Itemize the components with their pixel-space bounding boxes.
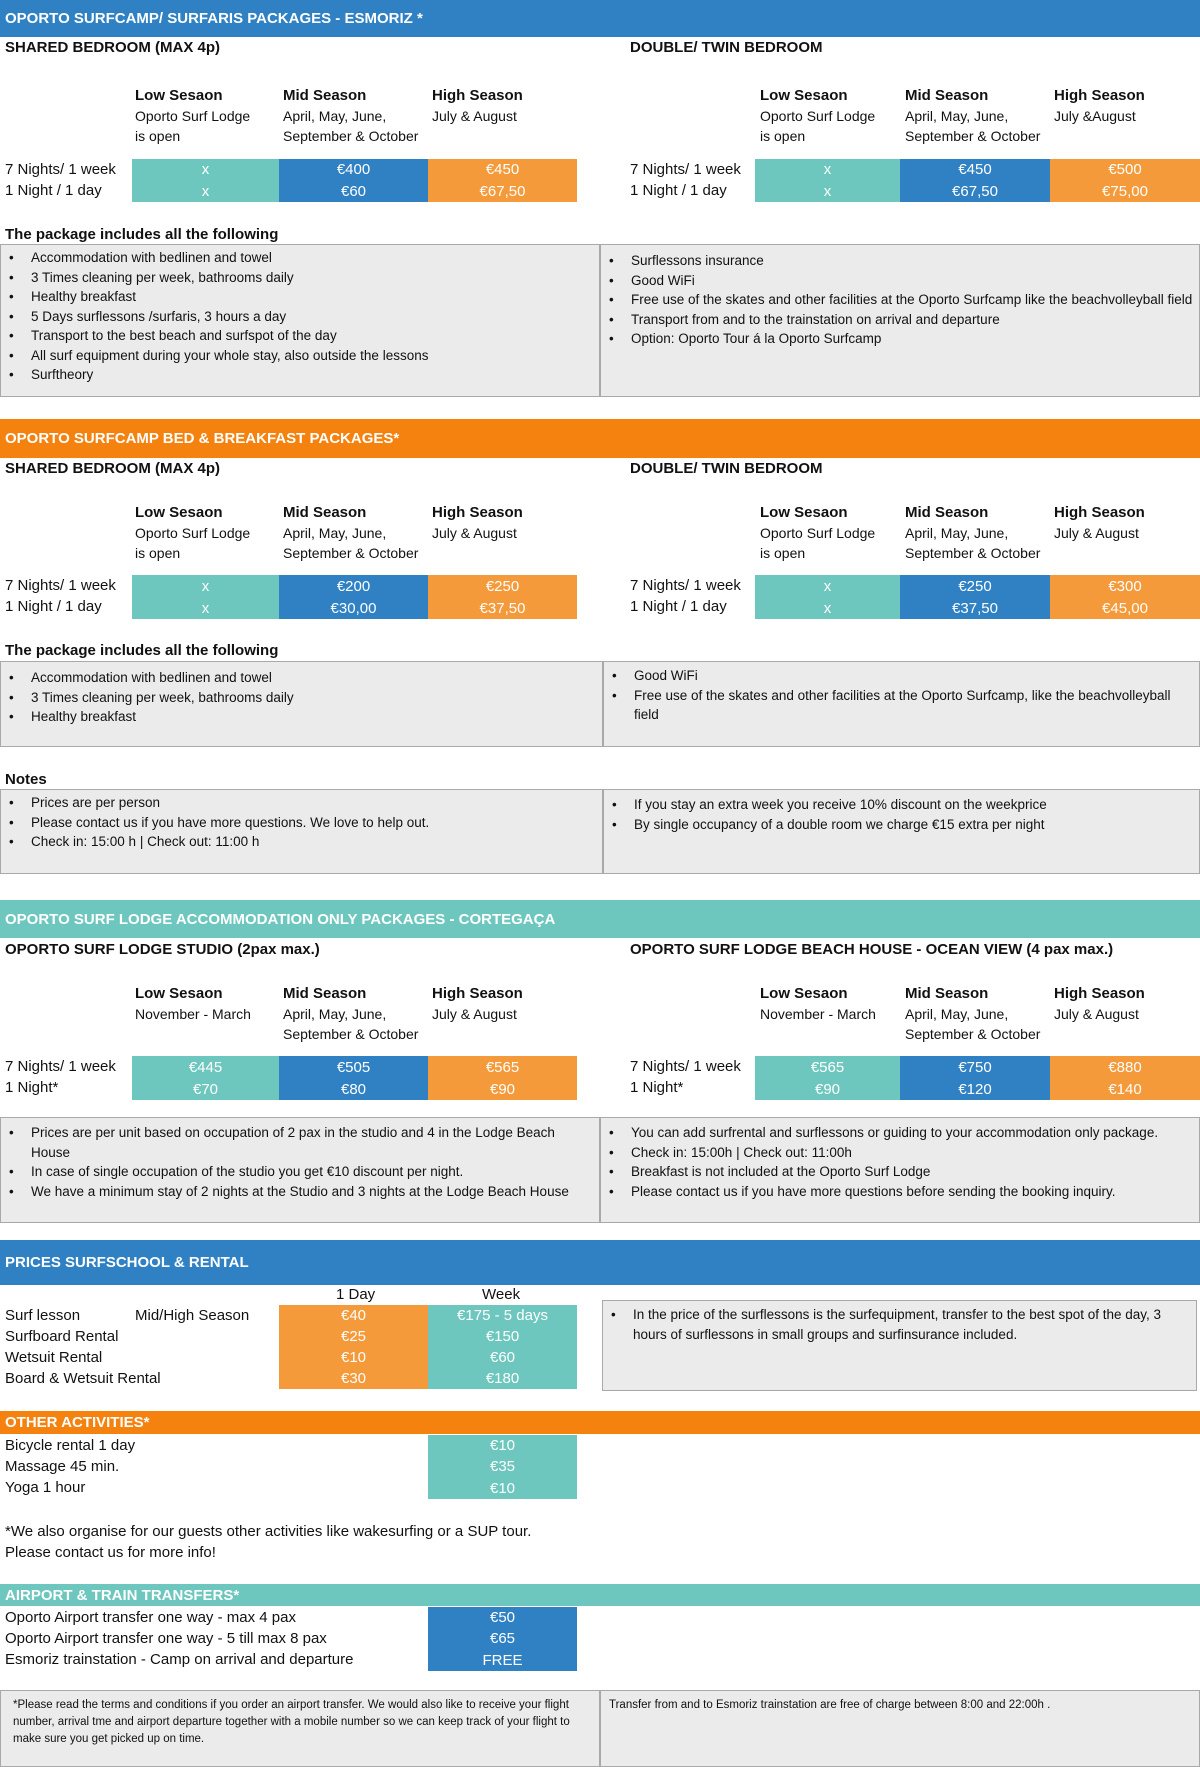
s6-left-note: *Please read the terms and conditions if you order an airport transfer. We would also like to receive your flight number, arrival tme and airport departure together with a mobile number so we can keep track of your flight to make sure you get picked up on time. [13, 1699, 570, 1745]
s3-right-high-prices: €880 €140 [1050, 1056, 1200, 1100]
s2-includes-right-box [603, 661, 1200, 747]
s6-prices: €50 €65 FREE [428, 1607, 577, 1671]
s2-right-low-prices: x x [755, 575, 900, 619]
s1-includes-title: The package includes all the following [5, 226, 279, 243]
s1-left-low-prices: x x [132, 159, 279, 202]
notes-left-list [7, 793, 596, 852]
s1-left-mid-header: Mid Season April, May, June, September & October [283, 87, 419, 144]
list-item: • 5 Days surflessons /surfaris, 3 hours a day [7, 307, 593, 327]
s6-row-labels: Oporto Airport transfer one way - max 4 pax Oporto Airport transfer one way - 5 till max 8 pax Esmoriz trainstation - Camp on arrival and departure [5, 1609, 354, 1668]
s2-includes-title: The package includes all the following [5, 642, 279, 659]
s3-right-mid-prices: €750 €120 [900, 1056, 1050, 1100]
s3-info-left-box [0, 1117, 600, 1223]
list-item: • Surftheory [7, 365, 593, 385]
list-item: • Option: Oporto Tour á la Oporto Surfcamp [607, 329, 1193, 349]
section-surfschool-header: PRICES SURFSCHOOL & RENTAL [0, 1240, 1200, 1285]
s1-right-low-prices: x x [755, 159, 900, 202]
list-item: • Check in: 15:00h | Check out: 11:00h [607, 1143, 1193, 1163]
s2-left-high-prices: €250 €37,50 [428, 575, 577, 619]
s4-col-day-header: 1 Day [336, 1286, 376, 1303]
list-item: • Surflessons insurance [607, 251, 1193, 271]
s1-includes-right-box [600, 244, 1200, 397]
s4-row-note: Mid/High Season [135, 1307, 250, 1324]
s3-right-low-header: Low Sesaon November - March [760, 985, 876, 1022]
list-item: • Good WiFi [610, 666, 1193, 686]
s1-includes-right-list [607, 251, 1193, 349]
s1-right-high-prices: €500 €75,00 [1050, 159, 1200, 202]
s3-right-row-labels: 7 Nights/ 1 week 1 Night* [630, 1058, 741, 1096]
list-item: • By single occupancy of a double room we charge €15 extra per night [610, 815, 1193, 835]
s5-row-labels: Bicycle rental 1 day Massage 45 min. Yoga 1 hour [5, 1437, 136, 1496]
s3-left-mid-header: Mid Season April, May, June, September & October [283, 985, 419, 1042]
s2-left-low-header: Low Sesaon Oporto Surf Lodge is open [135, 504, 251, 561]
list-item: • 3 Times cleaning per week, bathrooms daily [7, 268, 593, 288]
s4-row-labels: Surf lesson Surfboard Rental Wetsuit Rental Board & Wetsuit Rental [5, 1307, 161, 1387]
s2-right-row-labels: 7 Nights/ 1 week 1 Night / 1 day [630, 577, 741, 615]
s1-left-row-labels: 7 Nights/ 1 week 1 Night / 1 day [5, 161, 116, 199]
s3-right-low-prices: €565 €90 [755, 1056, 900, 1100]
s3-left-row-labels: 7 Nights/ 1 week 1 Night* [5, 1058, 116, 1096]
list-item: • Prices are per person [7, 793, 596, 813]
s2-left-low-prices: x x [132, 575, 279, 619]
s1-right-subtitle: DOUBLE/ TWIN BEDROOM [630, 39, 823, 56]
s1-includes-left-list [7, 248, 593, 385]
s1-left-low-header: Low Sesaon Oporto Surf Lodge is open [135, 87, 251, 144]
s3-right-mid-header: Mid Season April, May, June, September & October [905, 985, 1041, 1042]
list-item: • Please contact us if you have more questions before sending the booking inquiry. [607, 1182, 1193, 1202]
s5-notes: *We also organise for our guests other activities like wakesurfing or a SUP tour. Please contact us for more info! [5, 1523, 532, 1561]
s2-right-low-header: Low Sesaon Oporto Surf Lodge is open [760, 504, 876, 561]
list-item: • Healthy breakfast [7, 707, 596, 727]
notes-right-box [603, 789, 1200, 874]
s2-left-row-labels: 7 Nights/ 1 week 1 Night / 1 day [5, 577, 116, 615]
s3-info-left-list [7, 1123, 593, 1201]
list-item: • Accommodation with bedlinen and towel [7, 248, 593, 268]
s1-right-mid-header: Mid Season April, May, June, September & October [905, 87, 1041, 144]
list-item: • All surf equipment during your whole stay, also outside the lessons [7, 346, 593, 366]
section-lodge-header: OPORTO SURF LODGE ACCOMMODATION ONLY PACKAGES - CORTEGAÇA [0, 900, 1200, 938]
s2-right-mid-header: Mid Season April, May, June, September & October [905, 504, 1041, 561]
s6-right-note-box [600, 1690, 1200, 1767]
s2-right-high-prices: €300 €45,00 [1050, 575, 1200, 619]
s1-right-mid-prices: €450 €67,50 [900, 159, 1050, 202]
s1-includes-left-box [0, 244, 600, 397]
s3-info-right-list [607, 1123, 1193, 1201]
s2-left-high-header: High Season July & August [432, 504, 523, 541]
s3-left-low-prices: €445 €70 [132, 1056, 279, 1100]
s2-right-high-header: High Season July & August [1054, 504, 1145, 541]
list-item: • Breakfast is not included at the Oporto Surf Lodge [607, 1162, 1193, 1182]
list-item: • Check in: 15:00 h | Check out: 11:00 h [7, 832, 596, 852]
list-item: • Accommodation with bedlinen and towel [7, 668, 596, 688]
s4-info-item: • In the price of the surflessons is the surfequipment, transfer to the best spot of the day, 3 hours of surflessons in small groups and surfinsurance included. [609, 1305, 1190, 1344]
s1-right-low-header: Low Sesaon Oporto Surf Lodge is open [760, 87, 876, 144]
s3-left-high-prices: €565 €90 [428, 1056, 577, 1100]
notes-left-box [0, 789, 603, 874]
list-item: • Good WiFi [607, 271, 1193, 291]
section-activities-header: OTHER ACTIVITIES* [0, 1411, 1200, 1434]
s2-left-mid-prices: €200 €30,00 [279, 575, 428, 619]
section-bnb-header: OPORTO SURFCAMP BED & BREAKFAST PACKAGES* [0, 419, 1200, 458]
s2-includes-left-box [0, 661, 603, 747]
s4-day-prices: €40 €25 €10 €30 [279, 1305, 428, 1389]
s1-left-mid-prices: €400 €60 [279, 159, 428, 202]
s6-right-note: Transfer from and to Esmoriz trainstation are free of charge between 8:00 and 22:00h . [609, 1699, 1051, 1711]
list-item: • If you stay an extra week you receive 10% discount on the weekprice [610, 795, 1193, 815]
s3-right-subtitle: OPORTO SURF LODGE BEACH HOUSE - OCEAN VIEW (4 pax max.) [630, 941, 1114, 958]
s1-left-subtitle: SHARED BEDROOM (MAX 4p) [5, 39, 221, 56]
list-item: • Transport to the best beach and surfspot of the day [7, 326, 593, 346]
s3-left-subtitle: OPORTO SURF LODGE STUDIO (2pax max.) [5, 941, 320, 958]
s1-left-high-prices: €450 €67,50 [428, 159, 577, 202]
s5-prices: €10 €35 €10 [428, 1435, 577, 1499]
list-item: • Healthy breakfast [7, 287, 593, 307]
s1-right-high-header: High Season July &August [1054, 87, 1145, 124]
s2-includes-left-list [7, 668, 596, 727]
list-item: • 3 Times cleaning per week, bathrooms daily [7, 688, 596, 708]
section-surfaris-header: OPORTO SURFCAMP/ SURFARIS PACKAGES - ESMORIZ * [0, 0, 1200, 37]
s2-includes-right-list [610, 666, 1193, 725]
s2-right-subtitle: DOUBLE/ TWIN BEDROOM [630, 460, 823, 477]
list-item: • Prices are per unit based on occupation of 2 pax in the studio and 4 in the Lodge Beach House [7, 1123, 593, 1162]
s4-week-prices: €175 - 5 days €150 €60 €180 [428, 1305, 577, 1389]
s2-left-mid-header: Mid Season April, May, June, September & October [283, 504, 419, 561]
s3-info-right-box [600, 1117, 1200, 1223]
list-item: • Transport from and to the trainstation on arrival and departure [607, 310, 1193, 330]
list-item: • We have a minimum stay of 2 nights at the Studio and 3 nights at the Lodge Beach House [7, 1182, 593, 1202]
s1-left-high-header: High Season July & August [432, 87, 523, 124]
s4-info-box [602, 1300, 1197, 1391]
s2-right-mid-prices: €250 €37,50 [900, 575, 1050, 619]
s2-left-subtitle: SHARED BEDROOM (MAX 4p) [5, 460, 221, 477]
list-item: • Free use of the skates and other facilities at the Oporto Surfcamp like the beachvolleyball field [607, 290, 1193, 310]
section-transfers-header: AIRPORT & TRAIN TRANSFERS* [0, 1584, 1200, 1606]
s3-left-low-header: Low Sesaon November - March [135, 985, 251, 1022]
s6-left-note-box [0, 1690, 600, 1767]
s1-right-row-labels: 7 Nights/ 1 week 1 Night / 1 day [630, 161, 741, 199]
list-item: • Please contact us if you have more questions. We love to help out. [7, 813, 596, 833]
notes-title: Notes [5, 771, 47, 788]
s3-left-high-header: High Season July & August [432, 985, 523, 1022]
s3-left-mid-prices: €505 €80 [279, 1056, 428, 1100]
list-item: • Free use of the skates and other facilities at the Oporto Surfcamp, like the beachvolleyball field [610, 686, 1193, 725]
list-item: • You can add surfrental and surflessons or guiding to your accommodation only package. [607, 1123, 1193, 1143]
list-item: • In case of single occupation of the studio you get €10 discount per night. [7, 1162, 593, 1182]
notes-right-list [610, 795, 1193, 834]
s4-col-week-header: Week [482, 1286, 521, 1303]
s3-right-high-header: High Season July & August [1054, 985, 1145, 1022]
